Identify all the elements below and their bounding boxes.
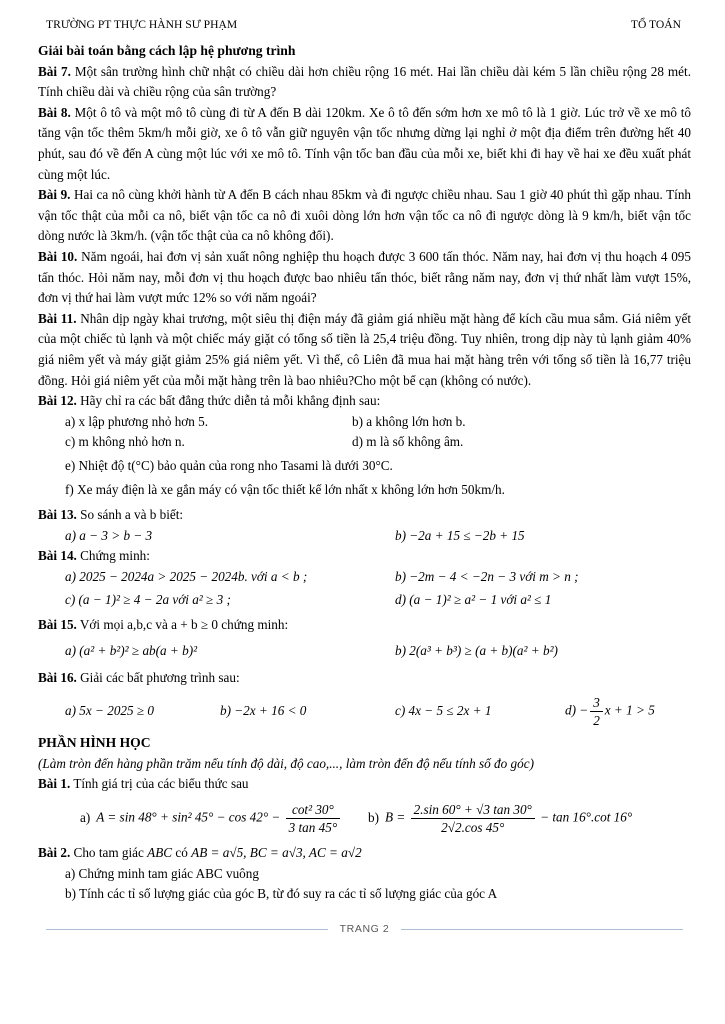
problem-12-option-d: d) m là số không âm. xyxy=(352,434,464,450)
problem-9-text: Hai ca nô cùng khởi hành từ A đến B cách nhau 85km và đi ngược chiều nhau. Sau 1 giờ 40 phút thì gặp nhau. Tính vận tốc thật của mỗi ca nô, biết vận tốc ca nô đi xuôi dòng lớn hơn vận tốc ca nô đi ngược dòng là 9 km/h, biết vận tốc dòng nước là 3km/h. (vận tốc thật của ca nô không đổi). xyxy=(38,187,692,244)
geometry-problem-1-formulas xyxy=(38,802,691,835)
problem-8 xyxy=(38,103,691,185)
problem-13-label: Bài 13. xyxy=(38,507,77,523)
problem-15-option-a: a) (a² + b²)² ≥ ab(a + b)² xyxy=(65,642,198,658)
fraction-numerator: 3 xyxy=(590,695,603,712)
page-footer xyxy=(38,919,691,940)
problem-11-label: Bài 11. xyxy=(38,310,77,326)
fraction xyxy=(284,802,343,835)
fraction xyxy=(588,695,605,728)
problem-12-label: Bài 12. xyxy=(38,393,77,409)
footer-divider-right xyxy=(401,929,683,930)
problem-7-text: Một sân trường hình chữ nhật có chiều dài hơn chiều rộng 16 mét. Hai lần chiều dài kém 5 lần chiều rộng 28 mét. Tính chiều dài và chiều rộng của sân trường? xyxy=(38,63,691,100)
problem-7-label: Bài 7. xyxy=(38,63,71,79)
problem-15-label: Bài 15. xyxy=(38,617,77,633)
problem-16-option-d xyxy=(565,695,691,728)
problem-11 xyxy=(38,309,691,391)
header-school: TRƯỜNG PT THỰC HÀNH SƯ PHẠM xyxy=(46,18,238,31)
geometry-problem-1 xyxy=(38,774,691,795)
problem-14-options-row-1 xyxy=(38,567,691,588)
problem-13-options-row xyxy=(38,526,691,547)
geometry-problem-1-label: Bài 1. xyxy=(38,776,71,792)
problem-14-option-d: d) (a − 1)² ≥ a² − 1 với a² ≤ 1 xyxy=(395,592,552,608)
formula-b-tail: − tan 16°.cot 16° xyxy=(540,809,633,825)
problem-16-option-d-suffix: x + 1 > 5 xyxy=(604,702,655,718)
geometry-problem-2-option-b-row xyxy=(38,884,691,905)
running-header xyxy=(38,16,691,32)
problem-16-option-b: b) −2x + 16 < 0 xyxy=(220,703,307,719)
geometry-problem-2-option-a: a) Chứng minh tam giác ABC vuông xyxy=(65,865,259,881)
geometry-problem-2 xyxy=(38,843,691,864)
problem-14-option-c: c) (a − 1)² ≥ 4 − 2a với a² ≥ 3 ; xyxy=(65,592,231,608)
problem-7 xyxy=(38,62,691,103)
problem-15-text: Với mọi a,b,c và a + b ≥ 0 chứng minh: xyxy=(79,617,289,633)
problem-12-option-a: a) x lập phương nhỏ hơn 5. xyxy=(65,413,209,429)
problem-12-option-f-row xyxy=(38,480,691,501)
geometry-problem-1-formula-a xyxy=(38,802,368,835)
problem-12-text: Hãy chỉ ra các bất đẳng thức diễn tả mỗi khẳng định sau: xyxy=(80,393,381,409)
problem-12-option-c: c) m không nhỏ hơn n. xyxy=(65,434,185,450)
page-number: TRANG 2 xyxy=(339,923,390,936)
geometry-section-title: PHẦN HÌNH HỌC xyxy=(38,735,151,751)
problem-12-option-f: f) Xe máy điện là xe gắn máy có vận tốc thiết kế lớn nhất x không lớn hơn 50km/h. xyxy=(65,482,505,498)
geometry-problem-1-text: Tính giá trị của các biểu thức sau xyxy=(73,776,249,792)
problem-16-option-a: a) 5x − 2025 ≥ 0 xyxy=(65,703,155,719)
geometry-problem-2-sides: AB = a√5, BC = a√3, AC = a√2 xyxy=(191,845,362,861)
fraction xyxy=(409,802,537,835)
geometry-problem-2-text-2: có xyxy=(175,845,188,861)
problem-12-option-b: b) a không lớn hơn b. xyxy=(352,413,466,429)
problem-10-label: Bài 10. xyxy=(38,248,78,264)
formula-b-lead: b) xyxy=(368,809,379,825)
geometry-problem-2-option-b: b) Tính các tỉ số lượng giác của góc B, từ đó suy ra các tỉ số lượng giác của góc A xyxy=(65,886,498,902)
fraction-numerator: cot² 30° xyxy=(286,802,341,819)
geometry-problem-2-option-a-row xyxy=(38,864,691,885)
geometry-problem-2-label: Bài 2. xyxy=(38,845,71,861)
geometry-problem-1-formula-b xyxy=(368,802,691,835)
problem-14-option-a: a) 2025 − 2024a > 2025 − 2024b. với a < b ; xyxy=(65,568,308,584)
problem-13-option-a: a) a − 3 > b − 3 xyxy=(65,527,153,543)
problem-12-option-e-row xyxy=(38,456,691,477)
problem-10 xyxy=(38,247,691,309)
problem-16-label: Bài 16. xyxy=(38,670,77,686)
problem-15 xyxy=(38,615,691,636)
problem-12-options-row-2 xyxy=(38,432,691,453)
geometry-problem-2-text-1: Cho tam giác xyxy=(73,845,144,861)
geometry-rounding-note: (Làm tròn đến hàng phần trăm nếu tính độ dài, độ cao,..., làm tròn đến độ nếu tính số đo góc) xyxy=(38,755,534,771)
problem-13-option-b: b) −2a + 15 ≤ −2b + 15 xyxy=(395,527,525,543)
problem-16-text: Giải các bất phương trình sau: xyxy=(80,670,240,686)
problem-12 xyxy=(38,391,691,412)
fraction-denominator: 2√2.cos 45° xyxy=(441,820,505,836)
problem-16-options-row xyxy=(38,695,691,728)
problem-14-option-b: b) −2m − 4 < −2n − 3 với m > n ; xyxy=(395,568,579,584)
fraction-denominator: 2 xyxy=(593,712,600,728)
fraction-numerator: 2.sin 60° + √3 tan 30° xyxy=(411,802,535,819)
problem-9 xyxy=(38,185,691,247)
problem-12-options-row-1 xyxy=(38,412,691,433)
problem-13 xyxy=(38,505,691,526)
problem-14 xyxy=(38,546,691,567)
problem-14-options-row-2 xyxy=(38,590,691,611)
fraction-denominator: 3 tan 45° xyxy=(288,820,338,836)
problem-13-text: So sánh a và b biết: xyxy=(80,507,184,523)
problem-9-label: Bài 9. xyxy=(38,187,71,203)
problem-8-label: Bài 8. xyxy=(38,104,71,120)
header-department: TỔ TOÁN xyxy=(630,18,681,31)
problem-8-text: Một ô tô và một mô tô cùng đi từ A đến B dài 120km. Xe ô tô đến sớm hơn xe mô tô là 1 giờ. Lúc trở về xe mô tô tăng vận tốc thêm 5km/h mỗi giờ, xe ô tô vẫn giữ nguyên vận tốc nhưng dừng lại nghỉ ở một địa điểm trên đường hết 40 phút, sau đó về đến A cùng một lúc với xe mô tô. Tính vận tốc ban đầu của mỗi xe, biết khi đi hay về hai xe đều xuất phát cùng một lúc. xyxy=(38,104,692,182)
problem-15-option-b: b) 2(a³ + b³) ≥ (a + b)(a² + b²) xyxy=(395,642,558,658)
footer-divider-left xyxy=(46,929,328,930)
geometry-problem-2-triangle-name: ABC xyxy=(147,845,173,861)
problem-16-option-d-prefix: d) − xyxy=(565,702,589,718)
problem-11-text: Nhân dịp ngày khai trương, một siêu thị điện máy đã giảm giá nhiều mặt hàng để kích cầu mua sắm. Giá niêm yết của một chiếc tủ lạnh và một chiếc máy giặt có tổng số tiền là 25,4 triệu đồng. Tuy nhiên, trong dịp này tủ lạnh giảm 40% giá niêm yết và máy giặt giảm 25% giá niêm yết. Vì thế, cô Liên đã mua hai mặt hàng trên với tổng số tiền là 16,77 triệu đồng. Hỏi giá niêm yết của mỗi mặt hàng trên là bao nhiêu?Cho một bể cạn (không có nước). xyxy=(38,310,692,388)
problem-10-text: Năm ngoái, hai đơn vị sản xuất nông nghiệp thu hoạch được 3 600 tấn thóc. Năm nay, hai đơn vị thu hoạch 4 095 tấn thóc. Hỏi năm nay, mỗi đơn vị thu hoạch được bao nhiêu tấn thóc, biết rằng năm nay, đơn vị thứ nhất làm vượt 15%, đơn vị thứ hai làm vượt mức 12% so với năm ngoái? xyxy=(38,248,691,306)
problem-16 xyxy=(38,668,691,689)
problem-16-option-c: c) 4x − 5 ≤ 2x + 1 xyxy=(395,703,492,719)
formula-b-body: B = xyxy=(385,809,406,825)
problem-14-text: Chứng minh: xyxy=(80,548,150,564)
formula-a-body: A = sin 48° + sin² 45° − cos 42° − xyxy=(96,809,281,825)
formula-a-lead: a) xyxy=(80,809,91,825)
problem-15-options-row xyxy=(38,641,691,662)
problem-12-option-e: e) Nhiệt độ t(°C) bảo quản của rong nho Tasami là dưới 30°C. xyxy=(65,457,393,473)
problem-14-label: Bài 14. xyxy=(38,548,77,564)
algebra-section-title: Giải bài toán bằng cách lập hệ phương trình xyxy=(38,43,296,58)
